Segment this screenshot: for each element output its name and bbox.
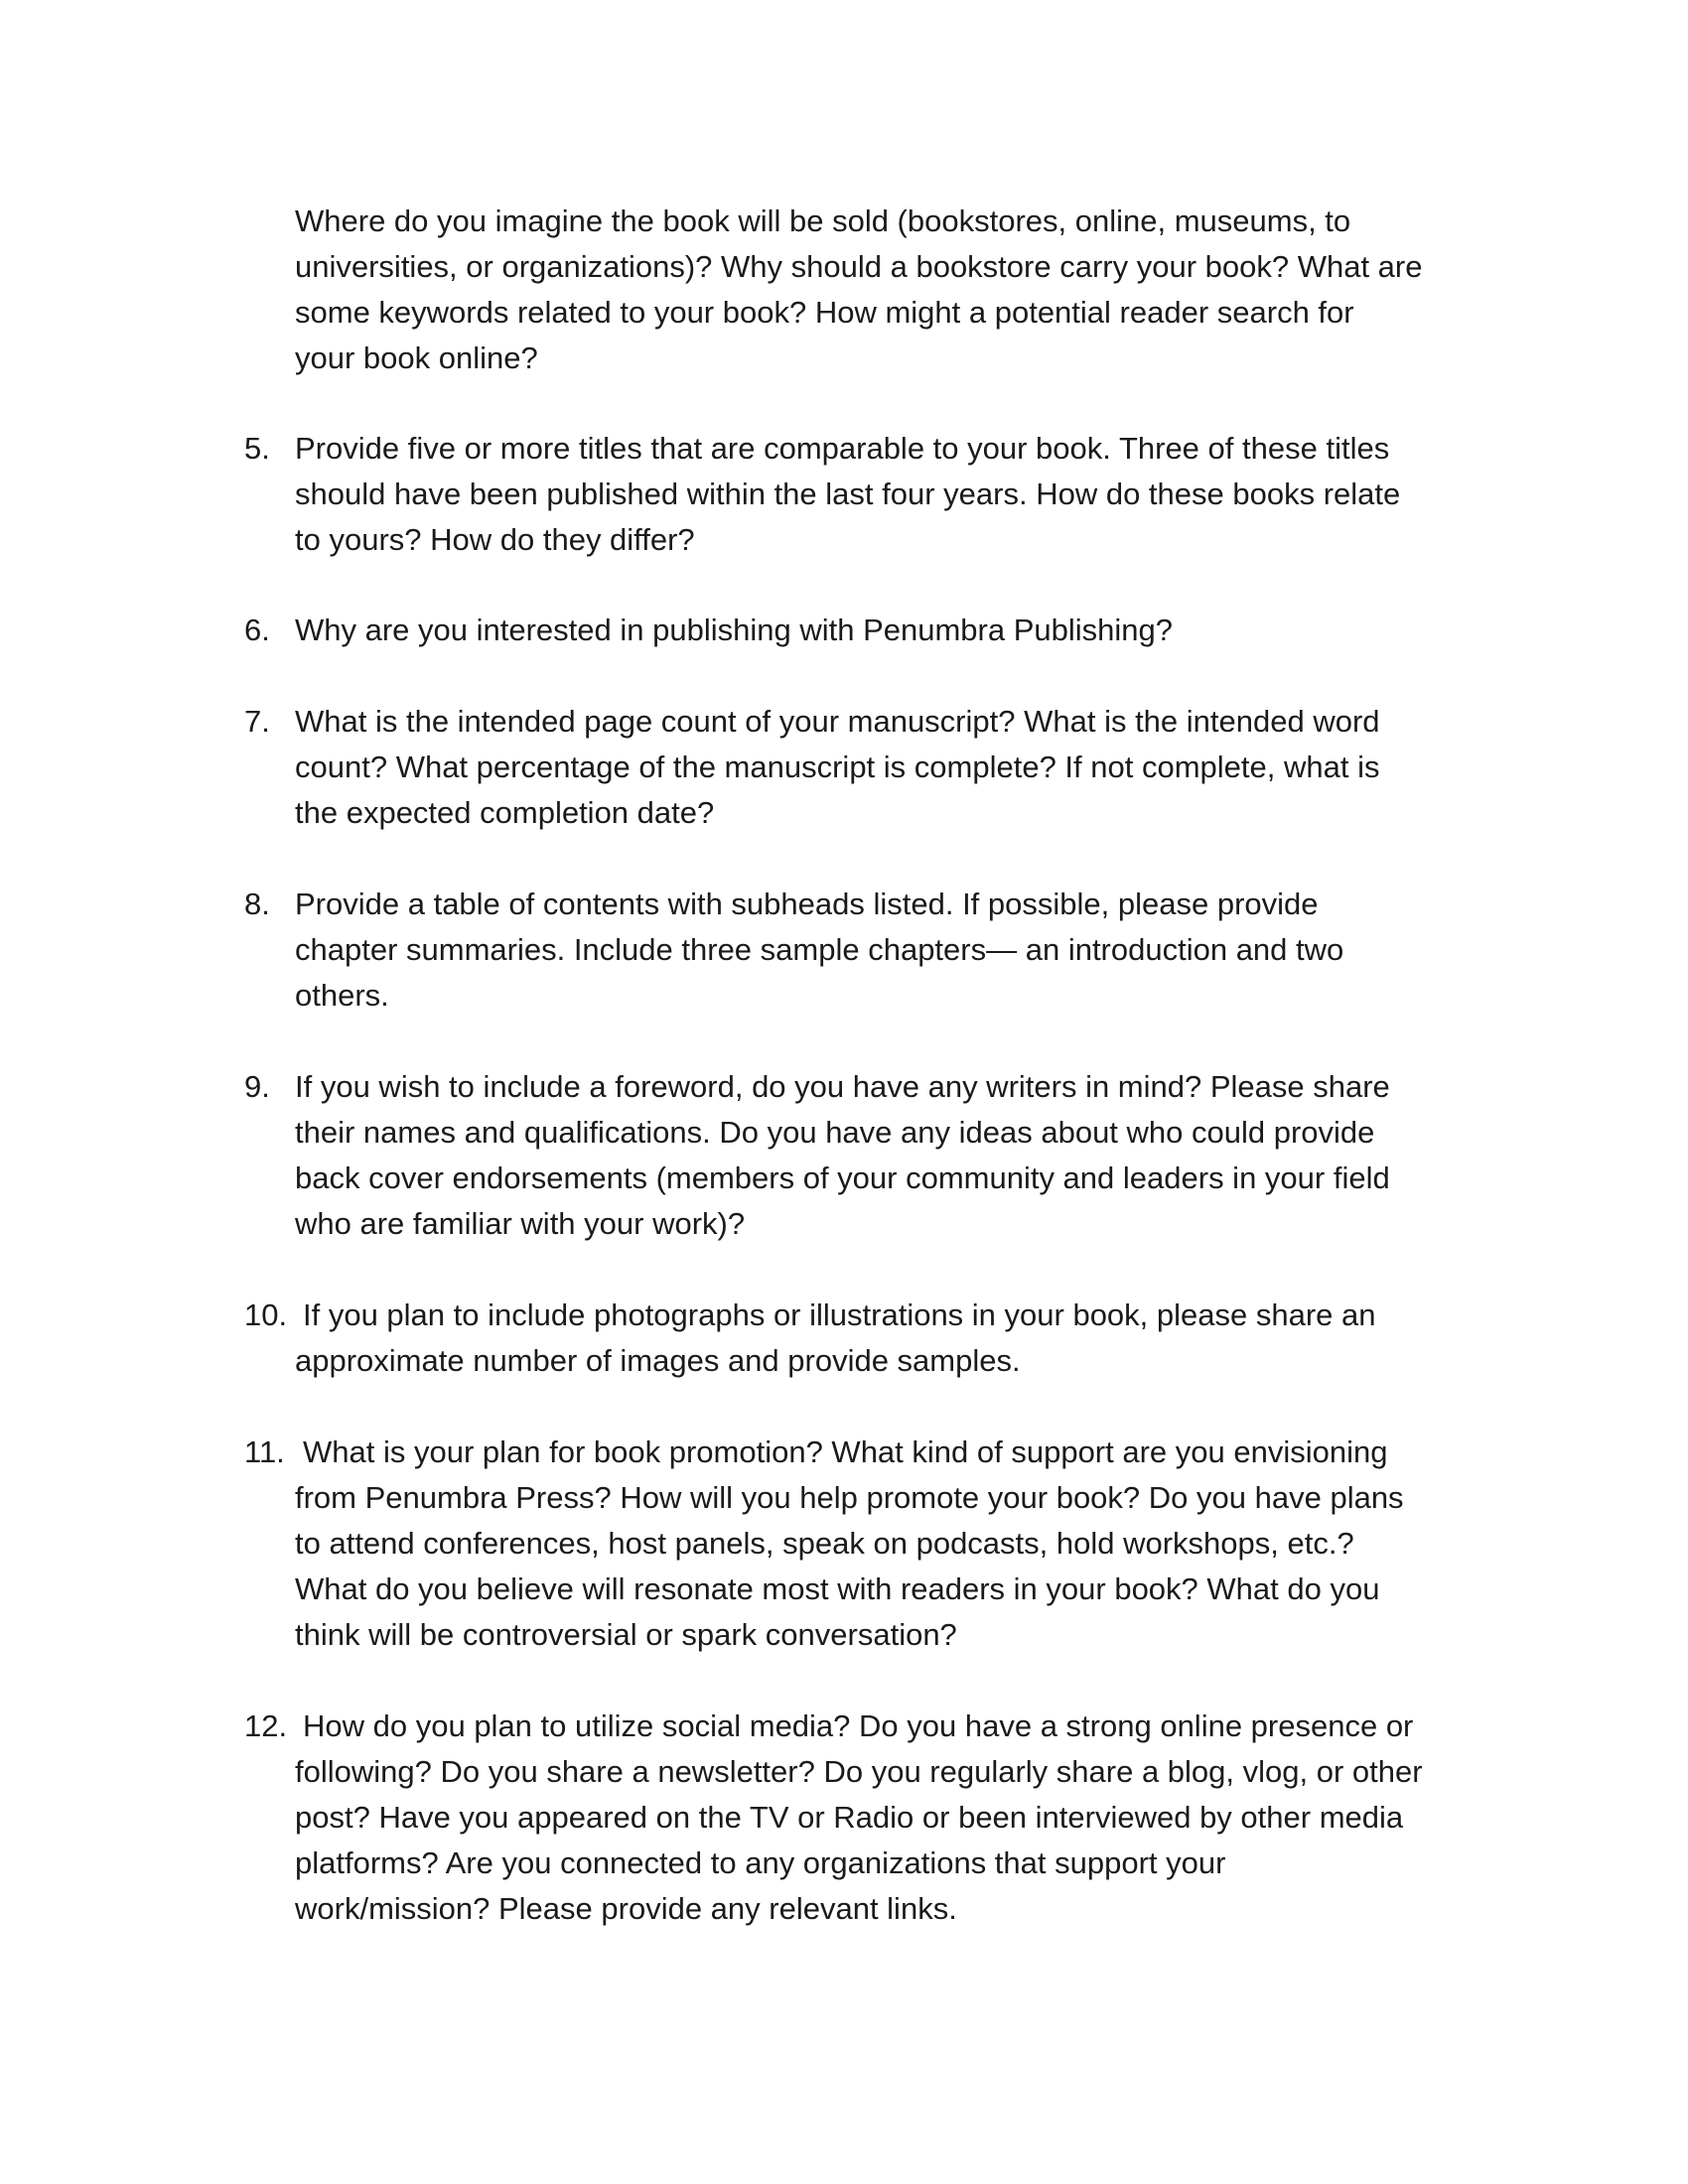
text-line: Where do you imagine the book will be sold (bookstores, online, museums, to: [295, 204, 1351, 238]
text-line: What is your plan for book promotion? What kind of support are you envisioning: [303, 1434, 1388, 1469]
question-number: 5.: [244, 431, 270, 466]
text-line: post? Have you appeared on the TV or Radio or been interviewed by other media: [295, 1800, 1404, 1835]
text-line: who are familiar with your work)?: [295, 1206, 746, 1241]
text-line: Provide a table of contents with subheads listed. If possible, please provide: [295, 887, 1319, 921]
text-line: If you plan to include photographs or illustrations in your book, please share an: [303, 1297, 1376, 1332]
text-line: chapter summaries. Include three sample chapters— an introduction and two: [295, 932, 1344, 967]
text-line: How do you plan to utilize social media? Do you have a strong online presence or: [303, 1708, 1414, 1743]
text-line: What do you believe will resonate most with readers in your book? What do you: [295, 1571, 1380, 1606]
question-number: 10.: [244, 1297, 288, 1332]
text-line: work/mission? Please provide any relevant links.: [295, 1891, 957, 1926]
text-line: from Penumbra Press? How will you help promote your book? Do you have plans: [295, 1480, 1404, 1515]
text-line: the expected completion date?: [295, 795, 715, 830]
text-line: think will be controversial or spark conversation?: [295, 1617, 957, 1652]
text-line: others.: [295, 978, 389, 1013]
text-line: What is the intended page count of your manuscript? What is the intended word: [295, 704, 1380, 739]
question-number: 9.: [244, 1069, 270, 1104]
text-line: Provide five or more titles that are comparable to your book. Three of these titles: [295, 431, 1390, 466]
text-line: should have been published within the last four years. How do these books relate: [295, 477, 1401, 511]
text-line: count? What percentage of the manuscript is complete? If not complete, what is: [295, 750, 1380, 784]
text-line: some keywords related to your book? How might a potential reader search for: [295, 295, 1354, 330]
text-line: platforms? Are you connected to any organizations that support your: [295, 1845, 1226, 1880]
question-number: 7.: [244, 704, 270, 739]
question-number: 12.: [244, 1708, 288, 1743]
question-number: 6.: [244, 613, 270, 647]
text-line: your book online?: [295, 341, 538, 375]
text-line: approximate number of images and provide samples.: [295, 1343, 1021, 1378]
text-line: If you wish to include a foreword, do you have any writers in mind? Please share: [295, 1069, 1390, 1104]
text-line: their names and qualifications. Do you have any ideas about who could provide: [295, 1115, 1375, 1150]
text-line: Why are you interested in publishing with Penumbra Publishing?: [295, 613, 1173, 647]
text-line: to attend conferences, host panels, speak on podcasts, hold workshops, etc.?: [295, 1526, 1354, 1561]
text-line: universities, or organizations)? Why should a bookstore carry your book? What are: [295, 249, 1423, 284]
question-number: 11.: [244, 1434, 285, 1469]
question-number: 8.: [244, 887, 270, 921]
text-line: back cover endorsements (members of your community and leaders in your field: [295, 1160, 1390, 1195]
text-line: to yours? How do they differ?: [295, 522, 695, 557]
text-line: following? Do you share a newsletter? Do you regularly share a blog, vlog, or other: [295, 1754, 1423, 1789]
